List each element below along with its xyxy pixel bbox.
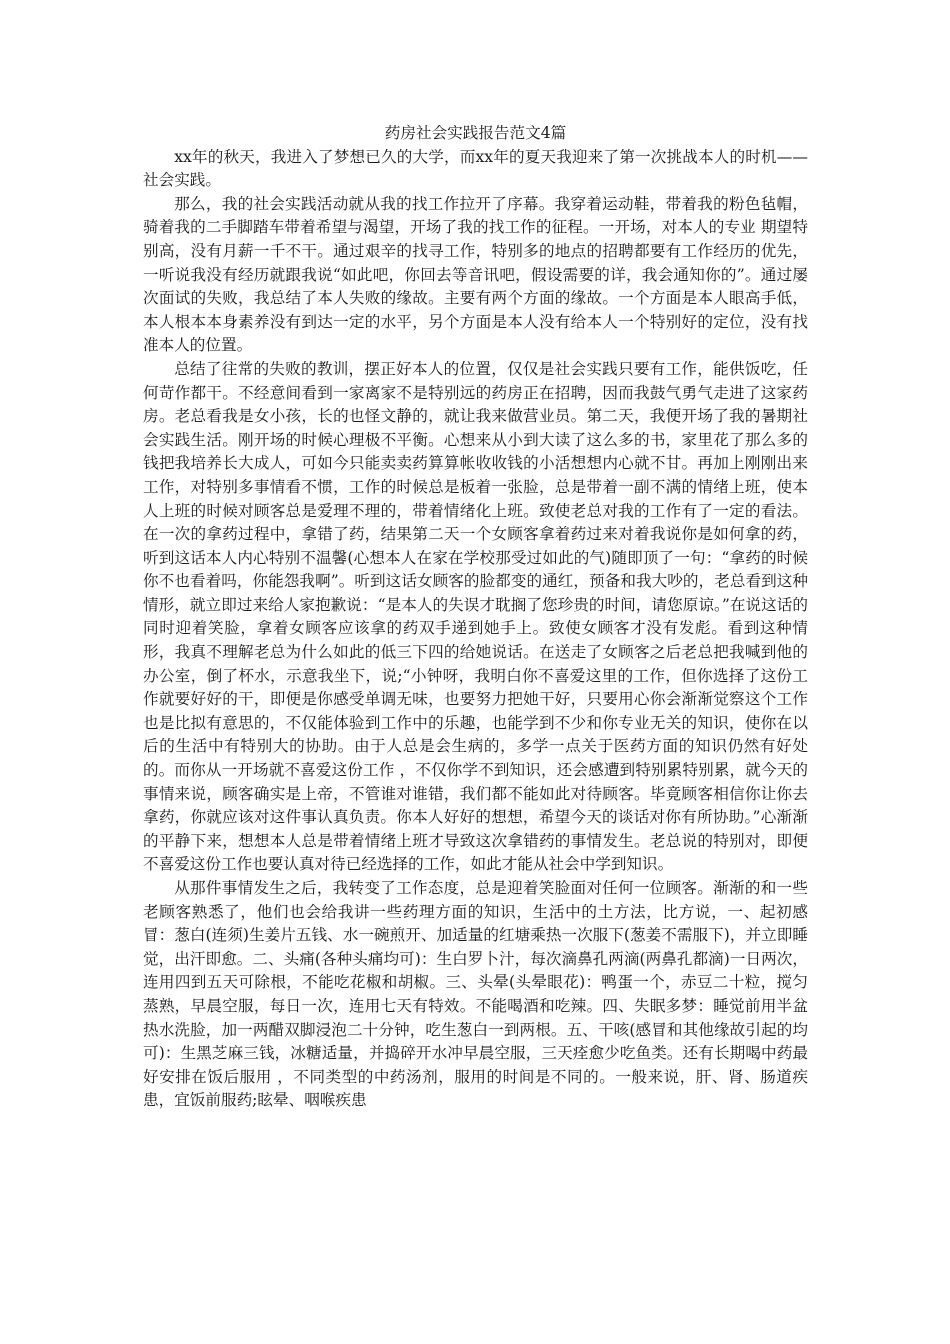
paragraph-1: xx年的秋天，我进入了梦想已久的大学，而xx年的夏天我迎来了第一次挑战本人的时机——社会实践。 bbox=[143, 147, 808, 190]
paragraph-3: 总结了往常的失败的教训，摆正好本人的位置，仅仅是社会实践只要有工作，能供饭吃，任何苛作都干。不经意间看到一家离家不是特别远的药房正在招聘，因而我鼓气勇气走进了这家药房。老总看我是女小孩，长的也怪文静的，就让我来做营业员。第二天，我便开场了我的暑期社会实践生活。刚开场的时候心理极不平衡。心想来从小到大读了这么多的书，家里花了那么多的钱把我培养长大成人，可如今只能卖卖药算算帐收收钱的小活想想内心就不甘。再加上刚刚出来工作，对特别多事情看不惯，工作的时候总是板着一张脸，总是带着一副不满的情绪上班，使本人上班的时候对顾客总是爱理不理的，带着情绪化上班。致使老总对我的工作有了一定的看法。 在一次的拿药过程中，拿错了药，结果第二天一个女顾客拿着药过来对着我说你是如何拿的药，听到这话本人内心特别不温馨(心想本人在家在学校那受过如此的气)随即顶了一句：“拿药的时候你不也看着吗，你能怨我啊”。听到这话女顾客的脸都变的通红，预备和我大吵的，老总看到这种情形，就立即过来给人家抱歉说：“是本人的失误才耽搁了您珍贵的时间，请您原谅。”在说这话的同时迎着笑脸，拿着女顾客应该拿的药双手递到她手上。致使女顾客才没有发彪。看到这种情形，我真不理解老总为什么如此的低三下四的给她说话。在送走了女顾客之后老总把我喊到他的办公室，倒了杯水，示意我坐下，说;“小钟呀，我明白你不喜爱这里的工作，但你选择了这份工作就要好好的干，即便是你感受单调无味，也要努力把她干好，只要用心你会渐渐觉察这个工作也是比拟有意思的，不仅能体验到工作中的乐趣，也能学到不少和你专业无关的知识，使你在以后的生活中有特别大的协助。由于人总是会生病的，多学一点关于医药方面的知识仍然有好处的。而你从一开场就不喜爱这份工作 ，不仅你学不到知识，还会感遭到特别累特别累，就今天的事情来说，顾客确实是上帝，不管谁对谁错，我们都不能如此对待顾客。毕竟顾客相信你让你去拿药，你就应该对这件事认真负责。你本人好好的想想，希望今天的谈话对你有所协助。”心渐渐的平静下来，想想本人总是带着情绪上班才导致这次拿错药的事情发生。老总说的特别对，即便不喜爱这份工作也要认真对待已经选择的工作，如此才能从社会中学到知识。 bbox=[143, 359, 808, 874]
document-title: 药房社会实践报告范文4篇 bbox=[384, 124, 567, 142]
document-body bbox=[143, 122, 808, 1113]
paragraph-2: 那么，我的社会实践活动就从我的找工作拉开了序幕。我穿着运动鞋，带着我的粉色毡帽，骑着我的二手脚踏车带着希望与渴望，开场了我的找工作的征程。一开场，对本人的专业 期望特别高，没有月薪一千不干。通过艰辛的找寻工作，特别多的地点的招聘都要有工作经历的优先，一听说我没有经历就跟我说“如此吧，你回去等音讯吧，假设需要的详，我会通知你的”。通过屡次面试的失败，我总结了本人失败的缘故。主要有两个方面的缘故。一个方面是本人眼高手低，本人根本本身素养没有到达一定的水平，另个方面是本人没有给本人一个特别好的定位，没有找准本人的位置。 bbox=[143, 194, 808, 355]
paragraph-4: 从那件事情发生之后，我转变了工作态度，总是迎着笑脸面对任何一位顾客。渐渐的和一些老顾客熟悉了，他们也会给我讲一些药理方面的知识，生活中的土方法，比方说，一、起初感冒：葱白(连须)生姜片五钱、水一碗煎开、加适量的红塘乘热一次服下(葱姜不需服下)，并立即睡觉，出汗即愈。二、头痛(各种头痛均可)：生白罗卜汁，每次滴鼻孔两滴(两鼻孔都滴)一日两次，连用四到五天可除根，不能吃花椒和胡椒。三、头晕(头晕眼花)：鸭蛋一个，赤豆二十粒，搅匀蒸熟，早晨空服，每日一次，连用七天有特效。不能喝酒和吃辣。四、失眠多梦：睡觉前用半盆热水洗脸，加一两醋双脚浸泡二十分钟，吃生葱白一到两根。五、干咳(感冒和其他缘故引起的均可)：生黑芝麻三钱，冰糖适量，并捣碎开水冲早晨空服，三天痊愈少吃鱼类。还有长期喝中药最好安排在饭后服用 ，不同类型的中药汤剂，服用的时间是不同的。一般来说，肝、肾、肠道疾患，宜饭前服药;眩晕、咽喉疾患 bbox=[143, 879, 808, 1110]
